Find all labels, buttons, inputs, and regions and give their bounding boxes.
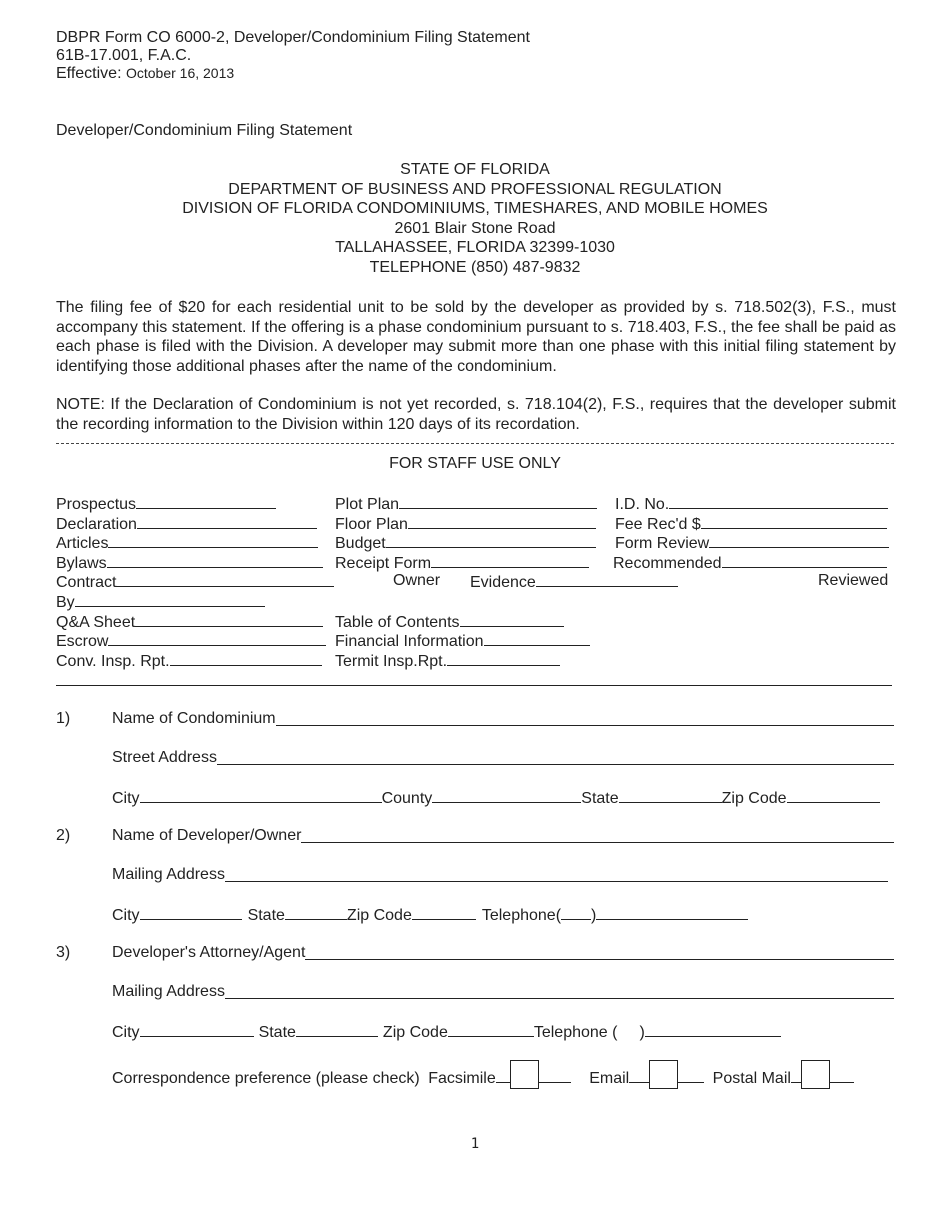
staff-termit-insp: Termit Insp.Rpt. <box>335 650 560 671</box>
agency-line-2: DEPARTMENT OF BUSINESS AND PROFESSIONAL REGULATION <box>228 181 722 198</box>
section-3-number: 3) <box>56 944 71 961</box>
agency-line-3: DIVISION OF FLORIDA CONDOMINIUMS, TIMESHARES, AND MOBILE HOMES <box>182 200 768 217</box>
postal-mail-label: Postal Mail <box>712 1070 791 1087</box>
staff-owner: Owner <box>393 572 441 589</box>
section-1-number: 1) <box>56 710 71 727</box>
correspondence-label: Correspondence preference (please check) <box>112 1070 420 1087</box>
developer-mailing-address-field[interactable]: Mailing Address <box>112 865 888 884</box>
staff-contract: Contract <box>56 571 334 592</box>
staff-conv-insp: Conv. Insp. Rpt. <box>56 650 322 671</box>
agency-line-5: TALLAHASSEE, FLORIDA 32399-1030 <box>335 239 615 256</box>
facsimile-label: Facsimile <box>428 1070 496 1087</box>
condo-street-address-field[interactable]: Street Address <box>112 748 894 767</box>
condominium-name-field[interactable]: Name of Condominium <box>112 709 894 728</box>
staff-receipt-form: Receipt Form <box>335 552 589 573</box>
staff-plot-plan: Plot Plan <box>335 493 597 514</box>
staff-prospectus: Prospectus <box>56 493 276 514</box>
staff-financial-information: Financial Information <box>335 630 590 651</box>
effective-line <box>56 64 234 83</box>
rule-citation: 61B-17.001, F.A.C. <box>56 47 192 64</box>
developer-city-line[interactable]: City State Zip Code Telephone( ) <box>112 904 748 925</box>
staff-recommended: Recommended <box>613 552 887 573</box>
dashed-divider <box>56 443 894 444</box>
staff-reviewed: Reviewed <box>818 572 889 589</box>
staff-floor-plan: Floor Plan <box>335 513 596 534</box>
staff-escrow: Escrow <box>56 630 326 651</box>
effective-label: Effective: <box>56 65 122 82</box>
staff-articles: Articles <box>56 532 318 553</box>
attorney-city-line[interactable]: City State Zip Code Telephone ( ) <box>112 1021 781 1042</box>
postal-mail-checkbox[interactable] <box>801 1060 830 1089</box>
agency-line-6: TELEPHONE (850) 487-9832 <box>369 259 581 276</box>
email-label: Email <box>589 1070 630 1087</box>
attorney-mailing-address-field[interactable]: Mailing Address <box>112 982 894 1001</box>
effective-date: October 16, 2013 <box>125 65 235 81</box>
staff-form-review: Form Review <box>615 532 889 553</box>
form-id: DBPR Form CO 6000-2, Developer/Condominium Filing Statement <box>56 29 530 46</box>
facsimile-checkbox[interactable] <box>510 1060 539 1089</box>
fee-paragraph: The filing fee of $20 for each residential unit to be sold by the developer as provided by s. 718.502(3), F.S., must accompany this statement. If the offering is a phase condominium pursuant to s. 718.403, F.S., the fee shall be paid as each phase is filed with the Division. A developer may submit more than one phase with this initial filing statement by identifying those additional phases after the name of the condominium. <box>56 299 896 375</box>
agency-line-4: 2601 Blair Stone Road <box>394 220 556 237</box>
section-divider <box>56 685 892 686</box>
staff-table-of-contents: Table of Contents <box>335 611 564 632</box>
staff-qa-sheet: Q&A Sheet <box>56 611 323 632</box>
attorney-agent-field[interactable]: Developer's Attorney/Agent <box>112 943 894 962</box>
agency-line-1: STATE OF FLORIDA <box>400 161 550 178</box>
staff-by: By <box>56 591 265 612</box>
condo-city-line[interactable]: City County State Zip Code <box>112 787 880 808</box>
note-paragraph: NOTE: If the Declaration of Condominium is not yet recorded, s. 718.104(2), F.S., requires that the developer submit the recording information to the Division within 120 days of its recordation. <box>56 396 896 433</box>
staff-fee-recd: Fee Rec'd $ <box>615 513 887 534</box>
email-checkbox[interactable] <box>649 1060 678 1089</box>
staff-heading: FOR STAFF USE ONLY <box>389 455 561 472</box>
staff-declaration: Declaration <box>56 513 317 534</box>
page-number: 1 <box>470 1136 480 1152</box>
section-2-number: 2) <box>56 827 71 844</box>
doc-title: Developer/Condominium Filing Statement <box>56 122 353 139</box>
staff-evidence: Evidence <box>470 571 678 592</box>
staff-bylaws: Bylaws <box>56 552 323 573</box>
correspondence-line <box>112 1060 854 1089</box>
staff-budget: Budget <box>335 532 596 553</box>
staff-id-no: I.D. No. <box>615 493 888 514</box>
developer-name-field[interactable]: Name of Developer/Owner <box>112 826 894 845</box>
